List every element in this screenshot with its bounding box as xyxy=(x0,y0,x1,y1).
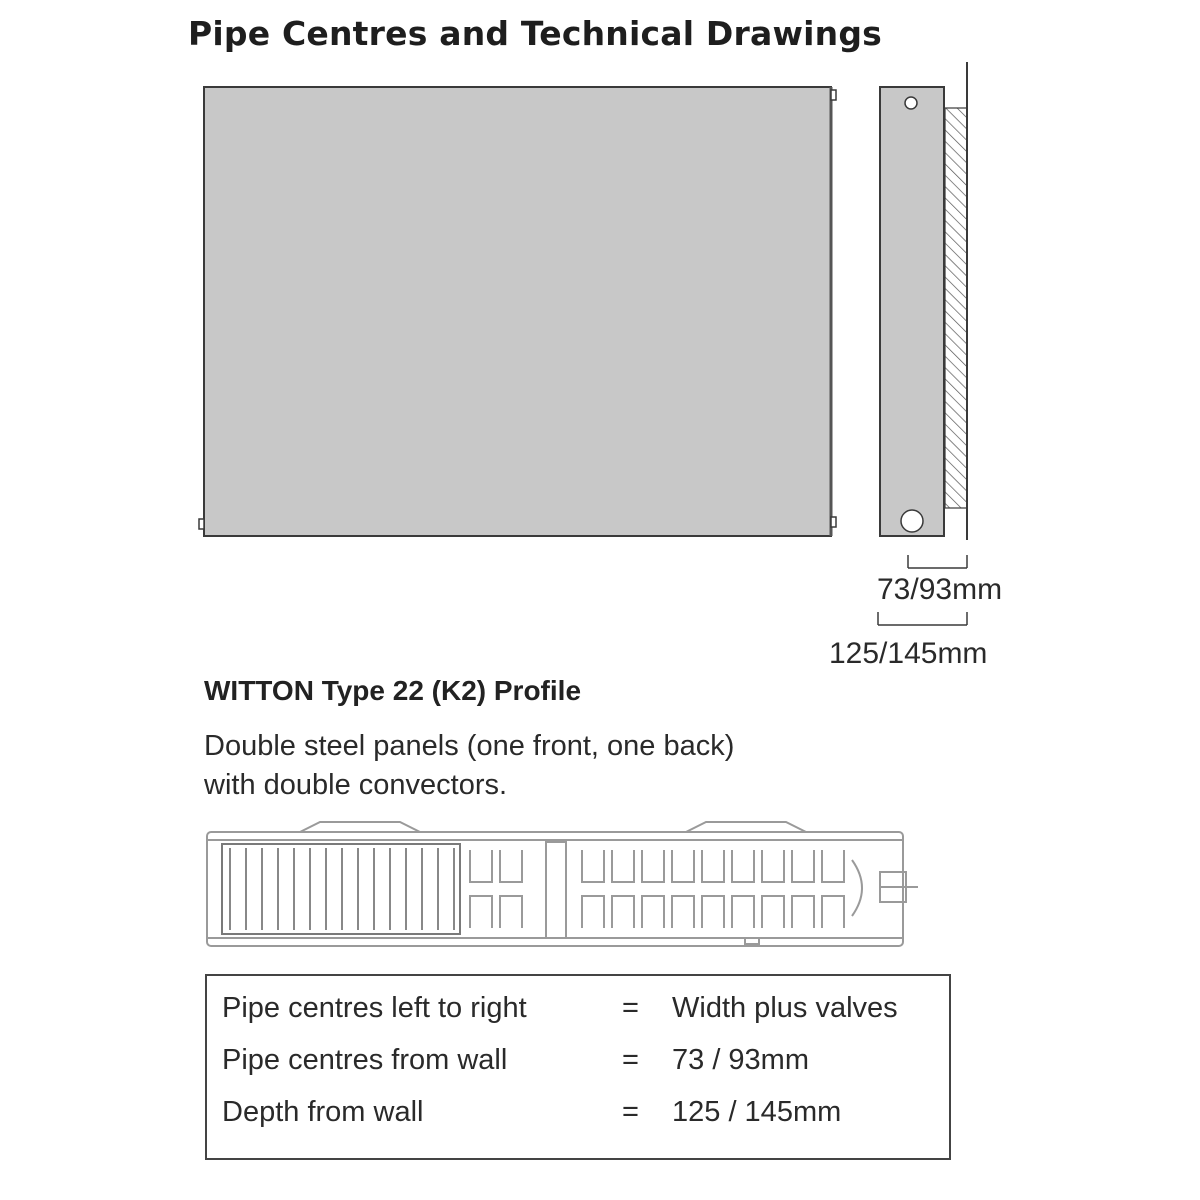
top-bleed-hole xyxy=(905,97,917,109)
spec-equals: = xyxy=(622,992,639,1024)
spec-value: 125 / 145mm xyxy=(672,1096,842,1128)
bottom-left-connector xyxy=(199,519,204,529)
front-elevation xyxy=(199,87,836,536)
description-line: Double steel panels (one front, one back) xyxy=(204,730,735,762)
bottom-pipe-hole xyxy=(901,510,923,532)
side-panel-body xyxy=(880,87,944,536)
spec-equals: = xyxy=(622,1096,639,1128)
description-line: with double convectors. xyxy=(204,769,508,801)
spec-label: Depth from wall xyxy=(222,1096,424,1128)
radiator-front-panel xyxy=(204,87,831,536)
profile-description xyxy=(204,727,734,805)
side-elevation xyxy=(878,62,967,625)
spec-label: Pipe centres left to right xyxy=(222,992,527,1024)
pipe-centre-dimension-label: 73/93mm xyxy=(877,573,1003,606)
spec-value: 73 / 93mm xyxy=(672,1044,809,1076)
page-title: Pipe Centres and Technical Drawings xyxy=(188,14,883,53)
spec-equals: = xyxy=(622,1044,639,1076)
profile-heading: WITTON Type 22 (K2) Profile xyxy=(204,675,582,706)
bottom-right-connector xyxy=(831,517,836,527)
spec-table xyxy=(205,974,951,1160)
type22-profile xyxy=(207,822,918,946)
wall-bracket-hatch xyxy=(945,108,967,508)
spec-value: Width plus valves xyxy=(672,992,898,1024)
top-right-bleed-valve xyxy=(831,90,836,100)
depth-dimension-label: 125/145mm xyxy=(829,637,988,670)
spec-label: Pipe centres from wall xyxy=(222,1044,508,1076)
